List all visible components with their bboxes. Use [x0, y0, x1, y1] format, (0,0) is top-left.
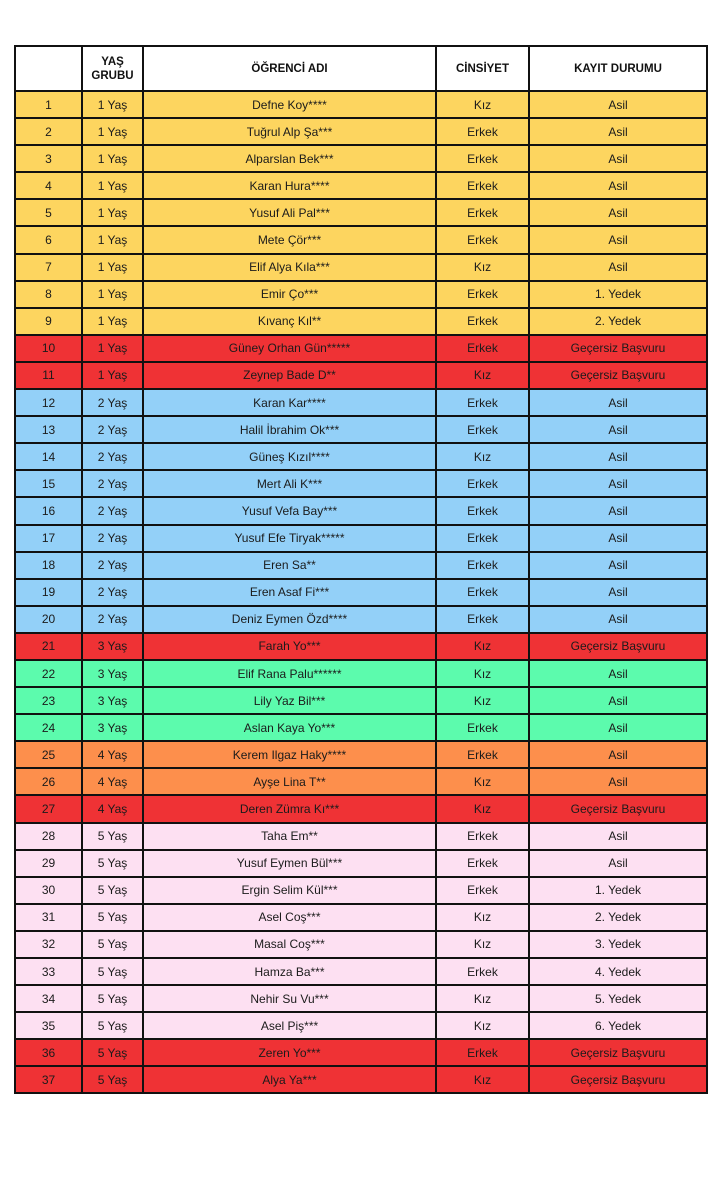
row-student-name: Eren Asaf Fi***: [143, 579, 436, 606]
table-row: [15, 579, 707, 606]
row-number: 7: [15, 254, 82, 281]
row-age-group: 1 Yaş: [82, 118, 143, 145]
row-status: Asil: [529, 768, 707, 795]
row-number: 37: [15, 1066, 82, 1093]
row-age-group: 2 Yaş: [82, 443, 143, 470]
table-row: [15, 281, 707, 308]
row-age-group: 1 Yaş: [82, 199, 143, 226]
row-age-group: 2 Yaş: [82, 389, 143, 416]
row-gender: Erkek: [436, 172, 529, 199]
row-number: 27: [15, 795, 82, 822]
table-row: [15, 443, 707, 470]
row-student-name: Ayşe Lina T**: [143, 768, 436, 795]
row-gender: Erkek: [436, 606, 529, 633]
row-age-group: 5 Yaş: [82, 1066, 143, 1093]
row-status: Asil: [529, 470, 707, 497]
row-age-group: 1 Yaş: [82, 91, 143, 118]
row-number: 20: [15, 606, 82, 633]
row-number: 15: [15, 470, 82, 497]
row-gender: Erkek: [436, 470, 529, 497]
table-row: [15, 904, 707, 931]
row-student-name: Kerem Ilgaz Haky****: [143, 741, 436, 768]
row-student-name: Elif Rana Palu******: [143, 660, 436, 687]
row-gender: Kız: [436, 633, 529, 660]
row-gender: Kız: [436, 254, 529, 281]
row-gender: Erkek: [436, 281, 529, 308]
row-number: 8: [15, 281, 82, 308]
table-row: [15, 470, 707, 497]
row-number: 22: [15, 660, 82, 687]
row-age-group: 1 Yaş: [82, 254, 143, 281]
row-student-name: Deniz Eymen Özd****: [143, 606, 436, 633]
row-age-group: 2 Yaş: [82, 470, 143, 497]
row-age-group: 5 Yaş: [82, 877, 143, 904]
row-student-name: Güney Orhan Gün*****: [143, 335, 436, 362]
row-student-name: Defne Koy****: [143, 91, 436, 118]
row-student-name: Masal Coş***: [143, 931, 436, 958]
row-status: 2. Yedek: [529, 904, 707, 931]
header-age-group: YAŞ GRUBU: [82, 46, 143, 91]
row-status: Geçersiz Başvuru: [529, 1039, 707, 1066]
row-number: 1: [15, 91, 82, 118]
row-status: Asil: [529, 687, 707, 714]
table-row: [15, 795, 707, 822]
row-age-group: 5 Yaş: [82, 850, 143, 877]
row-student-name: Farah Yo***: [143, 633, 436, 660]
row-gender: Kız: [436, 1012, 529, 1039]
row-gender: Erkek: [436, 579, 529, 606]
row-age-group: 5 Yaş: [82, 1039, 143, 1066]
table-row: [15, 877, 707, 904]
row-number: 25: [15, 741, 82, 768]
row-gender: Erkek: [436, 389, 529, 416]
row-number: 16: [15, 497, 82, 524]
row-student-name: Asel Piş***: [143, 1012, 436, 1039]
row-student-name: Emir Ço***: [143, 281, 436, 308]
row-status: Asil: [529, 91, 707, 118]
row-status: Asil: [529, 226, 707, 253]
table-body: [15, 91, 707, 1093]
row-age-group: 3 Yaş: [82, 714, 143, 741]
table-row: [15, 118, 707, 145]
row-status: Asil: [529, 199, 707, 226]
row-status: Geçersiz Başvuru: [529, 1066, 707, 1093]
row-age-group: 1 Yaş: [82, 226, 143, 253]
row-number: 5: [15, 199, 82, 226]
row-student-name: Alparslan Bek***: [143, 145, 436, 172]
row-status: Asil: [529, 741, 707, 768]
row-number: 26: [15, 768, 82, 795]
row-student-name: Kıvanç Kıl**: [143, 308, 436, 335]
row-number: 14: [15, 443, 82, 470]
row-status: Asil: [529, 172, 707, 199]
table-row: [15, 768, 707, 795]
row-status: 6. Yedek: [529, 1012, 707, 1039]
row-number: 30: [15, 877, 82, 904]
row-gender: Erkek: [436, 714, 529, 741]
row-status: Geçersiz Başvuru: [529, 633, 707, 660]
row-age-group: 5 Yaş: [82, 904, 143, 931]
row-student-name: Mert Ali K***: [143, 470, 436, 497]
row-gender: Erkek: [436, 308, 529, 335]
row-gender: Erkek: [436, 877, 529, 904]
row-status: Asil: [529, 254, 707, 281]
row-age-group: 2 Yaş: [82, 497, 143, 524]
row-student-name: Eren Sa**: [143, 552, 436, 579]
row-status: 5. Yedek: [529, 985, 707, 1012]
registration-table: [14, 45, 708, 1094]
row-age-group: 4 Yaş: [82, 795, 143, 822]
row-number: 4: [15, 172, 82, 199]
row-age-group: 2 Yaş: [82, 579, 143, 606]
row-age-group: 5 Yaş: [82, 985, 143, 1012]
row-age-group: 5 Yaş: [82, 823, 143, 850]
row-age-group: 1 Yaş: [82, 172, 143, 199]
table-header: [15, 46, 707, 91]
row-number: 6: [15, 226, 82, 253]
table-row: [15, 497, 707, 524]
row-student-name: Tuğrul Alp Şa***: [143, 118, 436, 145]
row-status: Asil: [529, 443, 707, 470]
row-student-name: Zeren Yo***: [143, 1039, 436, 1066]
row-status: Asil: [529, 118, 707, 145]
row-gender: Erkek: [436, 1039, 529, 1066]
row-gender: Kız: [436, 904, 529, 931]
row-number: 24: [15, 714, 82, 741]
row-number: 32: [15, 931, 82, 958]
row-age-group: 3 Yaş: [82, 687, 143, 714]
table-row: [15, 985, 707, 1012]
row-status: Asil: [529, 714, 707, 741]
table-row: [15, 525, 707, 552]
table-row: [15, 308, 707, 335]
row-age-group: 3 Yaş: [82, 633, 143, 660]
row-student-name: Nehir Su Vu***: [143, 985, 436, 1012]
table-row: [15, 416, 707, 443]
header-number: [15, 46, 82, 91]
table-row: [15, 335, 707, 362]
row-status: 4. Yedek: [529, 958, 707, 985]
header-registration-status: KAYIT DURUMU: [529, 46, 707, 91]
row-gender: Kız: [436, 931, 529, 958]
row-age-group: 4 Yaş: [82, 768, 143, 795]
row-number: 17: [15, 525, 82, 552]
row-status: Asil: [529, 552, 707, 579]
row-gender: Erkek: [436, 118, 529, 145]
row-student-name: Elif Alya Kıla***: [143, 254, 436, 281]
row-age-group: 5 Yaş: [82, 958, 143, 985]
row-student-name: Deren Zümra Kı***: [143, 795, 436, 822]
row-age-group: 1 Yaş: [82, 335, 143, 362]
row-gender: Erkek: [436, 741, 529, 768]
row-student-name: Mete Çör***: [143, 226, 436, 253]
row-gender: Kız: [436, 362, 529, 389]
row-age-group: 2 Yaş: [82, 606, 143, 633]
table-row: [15, 850, 707, 877]
table-row: [15, 660, 707, 687]
row-student-name: Ergin Selim Kül***: [143, 877, 436, 904]
table-row: [15, 172, 707, 199]
row-status: Geçersiz Başvuru: [529, 362, 707, 389]
table-row: [15, 958, 707, 985]
row-number: 11: [15, 362, 82, 389]
row-status: 1. Yedek: [529, 877, 707, 904]
row-number: 36: [15, 1039, 82, 1066]
row-age-group: 5 Yaş: [82, 1012, 143, 1039]
table-row: [15, 714, 707, 741]
header-student-name: ÖĞRENCİ ADI: [143, 46, 436, 91]
row-status: Asil: [529, 823, 707, 850]
row-gender: Kız: [436, 1066, 529, 1093]
row-number: 13: [15, 416, 82, 443]
row-gender: Erkek: [436, 145, 529, 172]
row-student-name: Yusuf Efe Tiryak*****: [143, 525, 436, 552]
row-number: 35: [15, 1012, 82, 1039]
row-gender: Erkek: [436, 416, 529, 443]
row-student-name: Güneş Kızıl****: [143, 443, 436, 470]
row-student-name: Aslan Kaya Yo***: [143, 714, 436, 741]
table-row: [15, 823, 707, 850]
row-status: 1. Yedek: [529, 281, 707, 308]
row-status: Geçersiz Başvuru: [529, 335, 707, 362]
row-number: 19: [15, 579, 82, 606]
row-number: 3: [15, 145, 82, 172]
row-gender: Kız: [436, 443, 529, 470]
row-number: 34: [15, 985, 82, 1012]
table-row: [15, 1066, 707, 1093]
table-row: [15, 687, 707, 714]
row-status: Asil: [529, 579, 707, 606]
row-age-group: 1 Yaş: [82, 362, 143, 389]
row-student-name: Karan Kar****: [143, 389, 436, 416]
row-gender: Erkek: [436, 226, 529, 253]
table-row: [15, 199, 707, 226]
row-gender: Kız: [436, 768, 529, 795]
table-row: [15, 362, 707, 389]
row-status: Asil: [529, 497, 707, 524]
row-status: Geçersiz Başvuru: [529, 795, 707, 822]
row-student-name: Hamza Ba***: [143, 958, 436, 985]
row-status: Asil: [529, 389, 707, 416]
row-age-group: 2 Yaş: [82, 552, 143, 579]
table-row: [15, 254, 707, 281]
table-row: [15, 226, 707, 253]
row-age-group: 1 Yaş: [82, 281, 143, 308]
row-status: Asil: [529, 606, 707, 633]
row-gender: Erkek: [436, 823, 529, 850]
row-status: 3. Yedek: [529, 931, 707, 958]
row-status: Asil: [529, 525, 707, 552]
table-row: [15, 145, 707, 172]
row-number: 31: [15, 904, 82, 931]
row-status: Asil: [529, 416, 707, 443]
row-gender: Erkek: [436, 850, 529, 877]
row-gender: Kız: [436, 687, 529, 714]
row-gender: Erkek: [436, 958, 529, 985]
row-student-name: Yusuf Ali Pal***: [143, 199, 436, 226]
row-student-name: Yusuf Eymen Bül***: [143, 850, 436, 877]
header-row: [15, 46, 707, 91]
table-row: [15, 633, 707, 660]
table-row: [15, 741, 707, 768]
row-student-name: Alya Ya***: [143, 1066, 436, 1093]
row-number: 10: [15, 335, 82, 362]
row-gender: Erkek: [436, 552, 529, 579]
table-row: [15, 389, 707, 416]
row-number: 21: [15, 633, 82, 660]
row-gender: Kız: [436, 660, 529, 687]
table-row: [15, 606, 707, 633]
row-number: 2: [15, 118, 82, 145]
row-status: Asil: [529, 850, 707, 877]
row-status: 2. Yedek: [529, 308, 707, 335]
row-status: Asil: [529, 660, 707, 687]
header-gender: CİNSİYET: [436, 46, 529, 91]
row-student-name: Halil İbrahim Ok***: [143, 416, 436, 443]
row-gender: Erkek: [436, 497, 529, 524]
row-number: 33: [15, 958, 82, 985]
row-number: 12: [15, 389, 82, 416]
row-gender: Erkek: [436, 335, 529, 362]
row-gender: Erkek: [436, 199, 529, 226]
row-number: 18: [15, 552, 82, 579]
row-age-group: 2 Yaş: [82, 525, 143, 552]
row-age-group: 2 Yaş: [82, 416, 143, 443]
row-age-group: 3 Yaş: [82, 660, 143, 687]
row-student-name: Taha Em**: [143, 823, 436, 850]
row-status: Asil: [529, 145, 707, 172]
row-number: 9: [15, 308, 82, 335]
row-number: 29: [15, 850, 82, 877]
row-age-group: 4 Yaş: [82, 741, 143, 768]
row-age-group: 5 Yaş: [82, 931, 143, 958]
row-gender: Kız: [436, 795, 529, 822]
row-age-group: 1 Yaş: [82, 308, 143, 335]
row-gender: Kız: [436, 91, 529, 118]
row-student-name: Yusuf Vefa Bay***: [143, 497, 436, 524]
table-row: [15, 1012, 707, 1039]
row-number: 23: [15, 687, 82, 714]
row-student-name: Lily Yaz Bil***: [143, 687, 436, 714]
row-number: 28: [15, 823, 82, 850]
table-row: [15, 552, 707, 579]
table-row: [15, 91, 707, 118]
row-age-group: 1 Yaş: [82, 145, 143, 172]
row-gender: Kız: [436, 985, 529, 1012]
row-gender: Erkek: [436, 525, 529, 552]
table-row: [15, 931, 707, 958]
table-row: [15, 1039, 707, 1066]
row-student-name: Zeynep Bade D**: [143, 362, 436, 389]
row-student-name: Asel Coş***: [143, 904, 436, 931]
row-student-name: Karan Hura****: [143, 172, 436, 199]
